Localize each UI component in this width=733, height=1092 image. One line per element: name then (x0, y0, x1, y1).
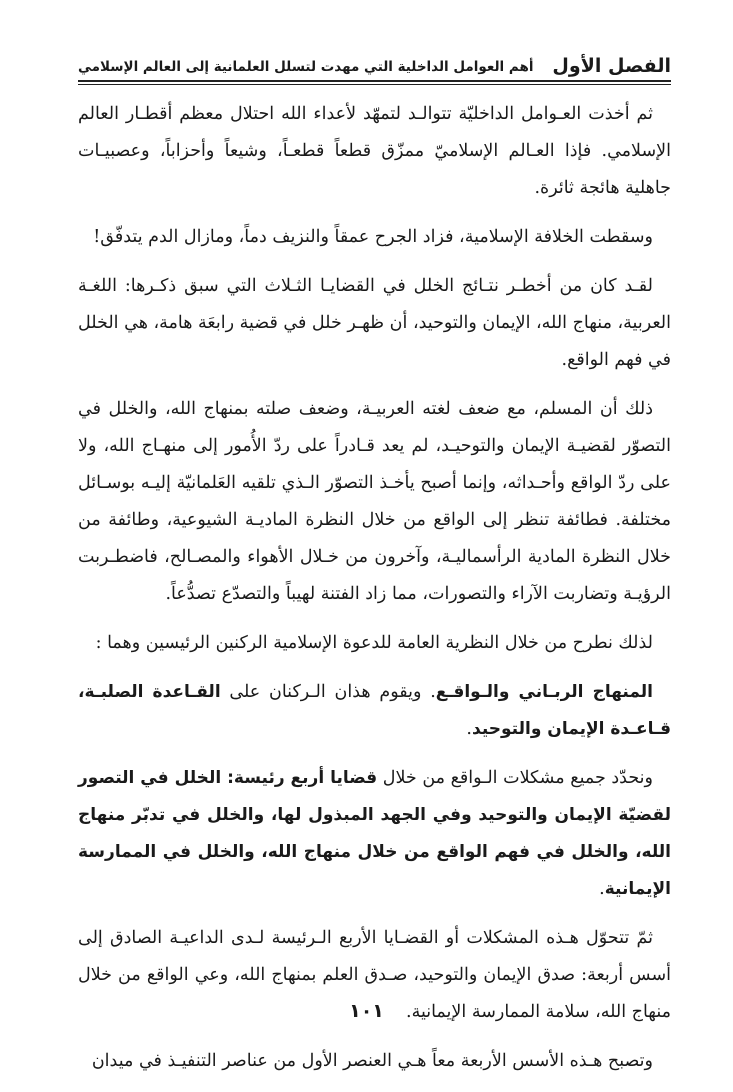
running-title: أهم العوامل الداخلية التي مهدت لتسلل العلمانية إلى العالم الإسلامي (78, 59, 534, 75)
paragraph: ذلك أن المسلم، مع ضعف لغته العربيـة، وضعف صلته بمنهاج الله، والخلل في التصوّر لقضيـة الإيمان والتوحيـد، لم يعد قـادراً على ردّ الأُمور إلى منهـاج الله، ولا على ردّ الواقع وأحـداثه، وإنما أصبح يأخـذ التصوّر الـذي تلقيه العَلمانيّة إليـه بوسـائل مختلفة. فطائفة تنظر إلى الواقع من خلال النظرة الماديـة الشيوعية، وطائفة من خلال النظرة المادية الرأسماليـة، وآخرون من خـلال الأهواء والمصـالح، فاضطـربت الرؤيـة وتضاربت الآراء والتصورات، مما زاد الفتنة لهيباً والتصدّع تصدُّعاً. (78, 399, 671, 604)
paragraph: لذلك نطرح من خلال النظرية العامة للدعوة الإسلامية الركنين الرئيسين وهما : (95, 633, 653, 653)
bold-phrase: قضايا أربع رئيسة: الخلل في التصور لقضيّة الإيمان والتوحيد وفي الجهد المبذول لها، والخلل في تدبّر منهاج الله، والخلل في فهم الواقع من خلال منهاج الله، والخلل في الممارسة الإيمانية (78, 768, 671, 899)
text-run: ونحدّد جميع مشكلات الـواقع من خلال (377, 768, 653, 788)
page-header (78, 40, 671, 80)
paragraph: وسقطت الخلافة الإسلامية، فزاد الجرح عمقاً والنزيف دماً، ومازال الدم يتدفّق! (93, 227, 653, 247)
paragraph (78, 760, 671, 908)
header-rule (78, 80, 671, 82)
paragraph: ثمّ تتحوّل هـذه المشكلات أو القضـايا الأربع الـرئيسة لـدى الداعيـة الصادق إلى أسس أربعة: صدق الإيمان والتوحيد، صـدق العلم بمنهاج الله، وعي الواقع من خلال منهاج الله، سلامة الممارسة الإيمانية. (78, 928, 671, 1022)
paragraph: وتصبح هـذه الأسس الأربعة معاً هـي العنصر الأول من عناصر التنفيـذ في ميدان (91, 1051, 653, 1071)
body-text (78, 96, 671, 1092)
text-run: . (599, 879, 605, 899)
bold-phrase: القـاعدة الصلبـة، قـاعـدة الإيمان والتوحيد (78, 682, 671, 739)
chapter-title: الفصل الأول (552, 55, 671, 77)
paragraph: ثم أخذت العـوامل الداخليّة تتوالـد لتمهّد لأعداء الله احتلال معظم أقطـار العالم الإسلامي. فإذا العـالم الإسلاميّ ممزّق قطعاً قطعـاً، وشيعاً وأحزاباً، وعصبيـات جاهلية هائجة ثائرة. (78, 104, 671, 198)
text-run: . (466, 719, 472, 739)
text-run: . ويقوم هذان الـركنان على (220, 682, 436, 702)
paragraph: لقـد كان من أخطـر نتـائج الخلل في القضايـا الثـلاث التي سبق ذكـرها: اللغـة العربية، منهاج الله، الإيمان والتوحيد، أن ظهـر خلل في قضية رابعَة هامة، هي الخلل في فهم الواقع. (78, 276, 671, 370)
page-number: ١٠١ (349, 1000, 384, 1022)
paragraph (78, 674, 671, 748)
header-rule-thin (78, 84, 671, 85)
bold-phrase: المنهاج الربـاني والـواقـع (435, 682, 653, 702)
